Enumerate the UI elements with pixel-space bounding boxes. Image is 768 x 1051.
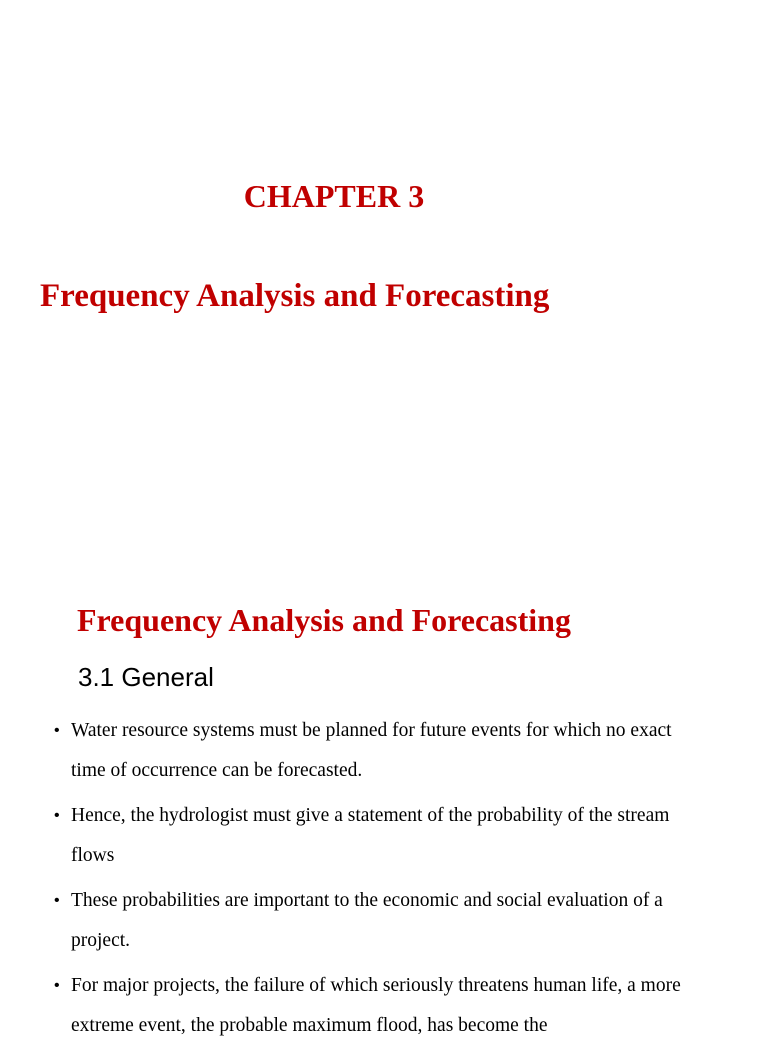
chapter-label: CHAPTER 3 bbox=[243, 178, 425, 214]
bullet-icon: • bbox=[54, 977, 60, 994]
bullet-text: For major projects, the failure of which seriously threatens human life, a more extreme event, the probable maximum flood, has become the bbox=[71, 975, 681, 1036]
bullet-text: Hence, the hydrologist must give a statement of the probability of the stream flows bbox=[71, 805, 670, 866]
bullet-icon: • bbox=[54, 722, 60, 739]
content-slide bbox=[0, 576, 768, 1036]
bullet-icon: • bbox=[54, 892, 60, 909]
bullet-item bbox=[54, 796, 704, 875]
slide-title: Frequency Analysis and Forecasting bbox=[77, 602, 571, 638]
bullet-item bbox=[54, 966, 704, 1045]
bullet-icon: • bbox=[54, 807, 60, 824]
bullet-item bbox=[54, 881, 704, 960]
chapter-title: Frequency Analysis and Forecasting bbox=[40, 278, 550, 314]
bullet-text: These probabilities are important to the economic and social evaluation of a project. bbox=[71, 890, 663, 951]
bullet-list bbox=[54, 711, 704, 1051]
bullet-item bbox=[54, 711, 704, 790]
section-heading: 3.1 General bbox=[78, 662, 214, 692]
bullet-text: Water resource systems must be planned for future events for which no exact time of occurrence can be forecasted. bbox=[71, 720, 672, 781]
